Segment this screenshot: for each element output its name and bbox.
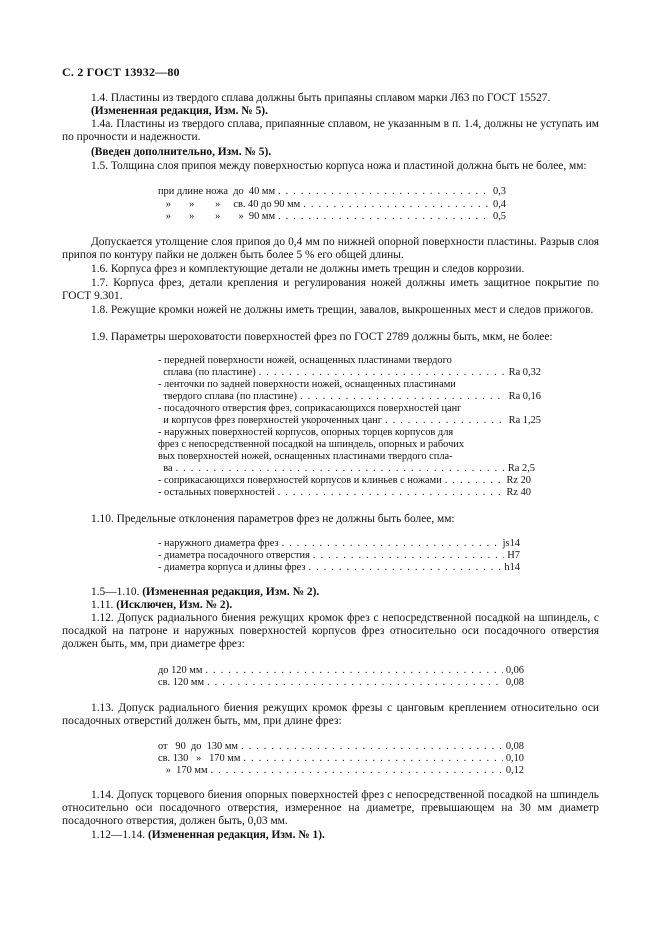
- note-1-4: (Измененная редакция, Изм. № 5).: [91, 105, 268, 117]
- paragraph-1-12: 1.12. Допуск радиального биения режущих кромок фрез с непосредственной посадкой на шпиндель, с посадкой на патроне и наружных поверхностей корпусов фрез относительно оси посадочного отверстия должен быть, мм, при диаметре фрез:: [62, 612, 599, 651]
- roughness-item-text: - наружных поверхностей корпусов, опорных торцев корпусов для: [158, 427, 454, 438]
- roughness-item-text: - ленточки по задней поверхности ножей, оснащенных пластинами: [158, 379, 456, 390]
- paragraph-1-5: 1.5. Толщина слоя припоя между поверхностью корпуса ножа и пластиной должна быть не более, мм:: [91, 160, 587, 172]
- roughness-item-text: - передней поверхности ножей, оснащенных пластинами твердого: [158, 355, 452, 366]
- runout-row: » 170 мм . . . 0,12: [158, 765, 524, 777]
- roughness-row: ва . . . Ra 2,5: [158, 463, 535, 475]
- paragraph-1-8: 1.8. Режущие кромки ножей не должны иметь трещин, завалов, выкрошенных мест и следов прижогов.: [91, 304, 594, 316]
- paragraph-1-4: 1.4. Пластины из твердого сплава должны быть припаяны сплавом марки Л63 по ГОСТ 15527.: [91, 92, 551, 104]
- paragraph-1-6: 1.6. Корпуса фрез и комплектующие детали не должны иметь трещин и следов коррозии.: [91, 263, 525, 275]
- roughness-item-text: вых поверхностей ножей, оснащенных пластинами твердого спла-: [158, 451, 453, 462]
- solder-row: » » » св. 40 до 90 мм . . . 0,4: [158, 199, 506, 211]
- roughness-row: - соприкасающихся поверхностей корпусов и клиньев с ножами . . . Rz 20: [158, 475, 531, 487]
- paragraph-1-5-extra: Допускается утолщение слоя припоя до 0,4 мм по нижней опорной поверхности пластины. Разрыв слоя припоя по контуру пайки не должен быть более 5 % его общей длины.: [62, 236, 599, 262]
- note-1-4a: (Введен дополнительно, Изм. № 5).: [91, 146, 272, 158]
- page-header: С. 2 ГОСТ 13932—80: [62, 65, 180, 79]
- deviation-row: - диаметра посадочного отверстия . . . H7: [158, 550, 520, 562]
- note-1-11: 1.11. (Исключен, Изм. № 2).: [91, 599, 233, 611]
- roughness-row: твердого сплава (по пластине) . . . Ra 0,16: [158, 391, 541, 403]
- paragraph-1-9: 1.9. Параметры шероховатости поверхностей фрез по ГОСТ 2789 должны быть, мкм, не более:: [91, 331, 553, 343]
- runout-row: св. 120 мм . . . 0,08: [158, 677, 524, 689]
- paragraph-1-7: 1.7. Корпуса фрез, детали крепления и регулирования ножей должны иметь защитное покрытие по ГОСТ 9.301.: [62, 277, 599, 303]
- deviation-row: - наружного диаметра фрез . . . js14: [158, 538, 520, 550]
- deviation-row: - диаметра корпуса и длины фрез . . . h14: [158, 562, 520, 574]
- paragraph-1-4a: 1.4а. Пластины из твердого сплава, припаянные сплавом, не указанным в п. 1.4, должны не уступать им по прочности и надежности.: [62, 118, 599, 144]
- runout-row: св. 130 » 170 мм . . . 0,10: [158, 753, 524, 765]
- roughness-row: и корпусов фрез поверхностей укороченных цанг . . . Ra 1,25: [158, 415, 541, 427]
- solder-row: » » » » 90 мм . . . 0,5: [158, 211, 506, 223]
- paragraph-1-14: 1.14. Допуск торцевого биения опорных поверхностей фрез с непосредственной посадкой на шпиндель относительно оси посадочного отверстия, измеренное на диаметре, превышающем на 30 мм диаметр посадочного отверстия, должен быть, 0,03 мм.: [62, 789, 599, 828]
- roughness-row: - остальных поверхностей . . . Rz 40: [158, 487, 531, 499]
- paragraph-1-10: 1.10. Предельные отклонения параметров фрез не должны быть более, мм:: [91, 513, 455, 525]
- runout-row: до 120 мм . . . 0,06: [158, 665, 524, 677]
- note-1-12-1-14: 1.12—1.14. (Измененная редакция, Изм. № 1).: [91, 829, 325, 841]
- roughness-item-text: фрез с непосредственной посадкой на шпиндель, опорных и рабочих: [158, 439, 465, 450]
- runout-row: от 90 до 130 мм . . . 0,08: [158, 741, 524, 753]
- roughness-row: сплава (по пластине) . . . Ra 0,32: [158, 367, 541, 379]
- paragraph-1-13: 1.13. Допуск радиального биения режущих кромок фрезы с цанговым креплением относительно оси посадочных отверстий должен быть, мм, при длине фрез:: [62, 702, 599, 728]
- solder-row: при длине ножа до 40 мм . . . 0,3: [158, 186, 506, 198]
- roughness-item-text: - посадочного отверстия фрез, соприкасающихся поверхностей цанг: [158, 403, 462, 414]
- note-1-5-1-10: 1.5—1.10. (Измененная редакция, Изм. № 2).: [91, 586, 320, 598]
